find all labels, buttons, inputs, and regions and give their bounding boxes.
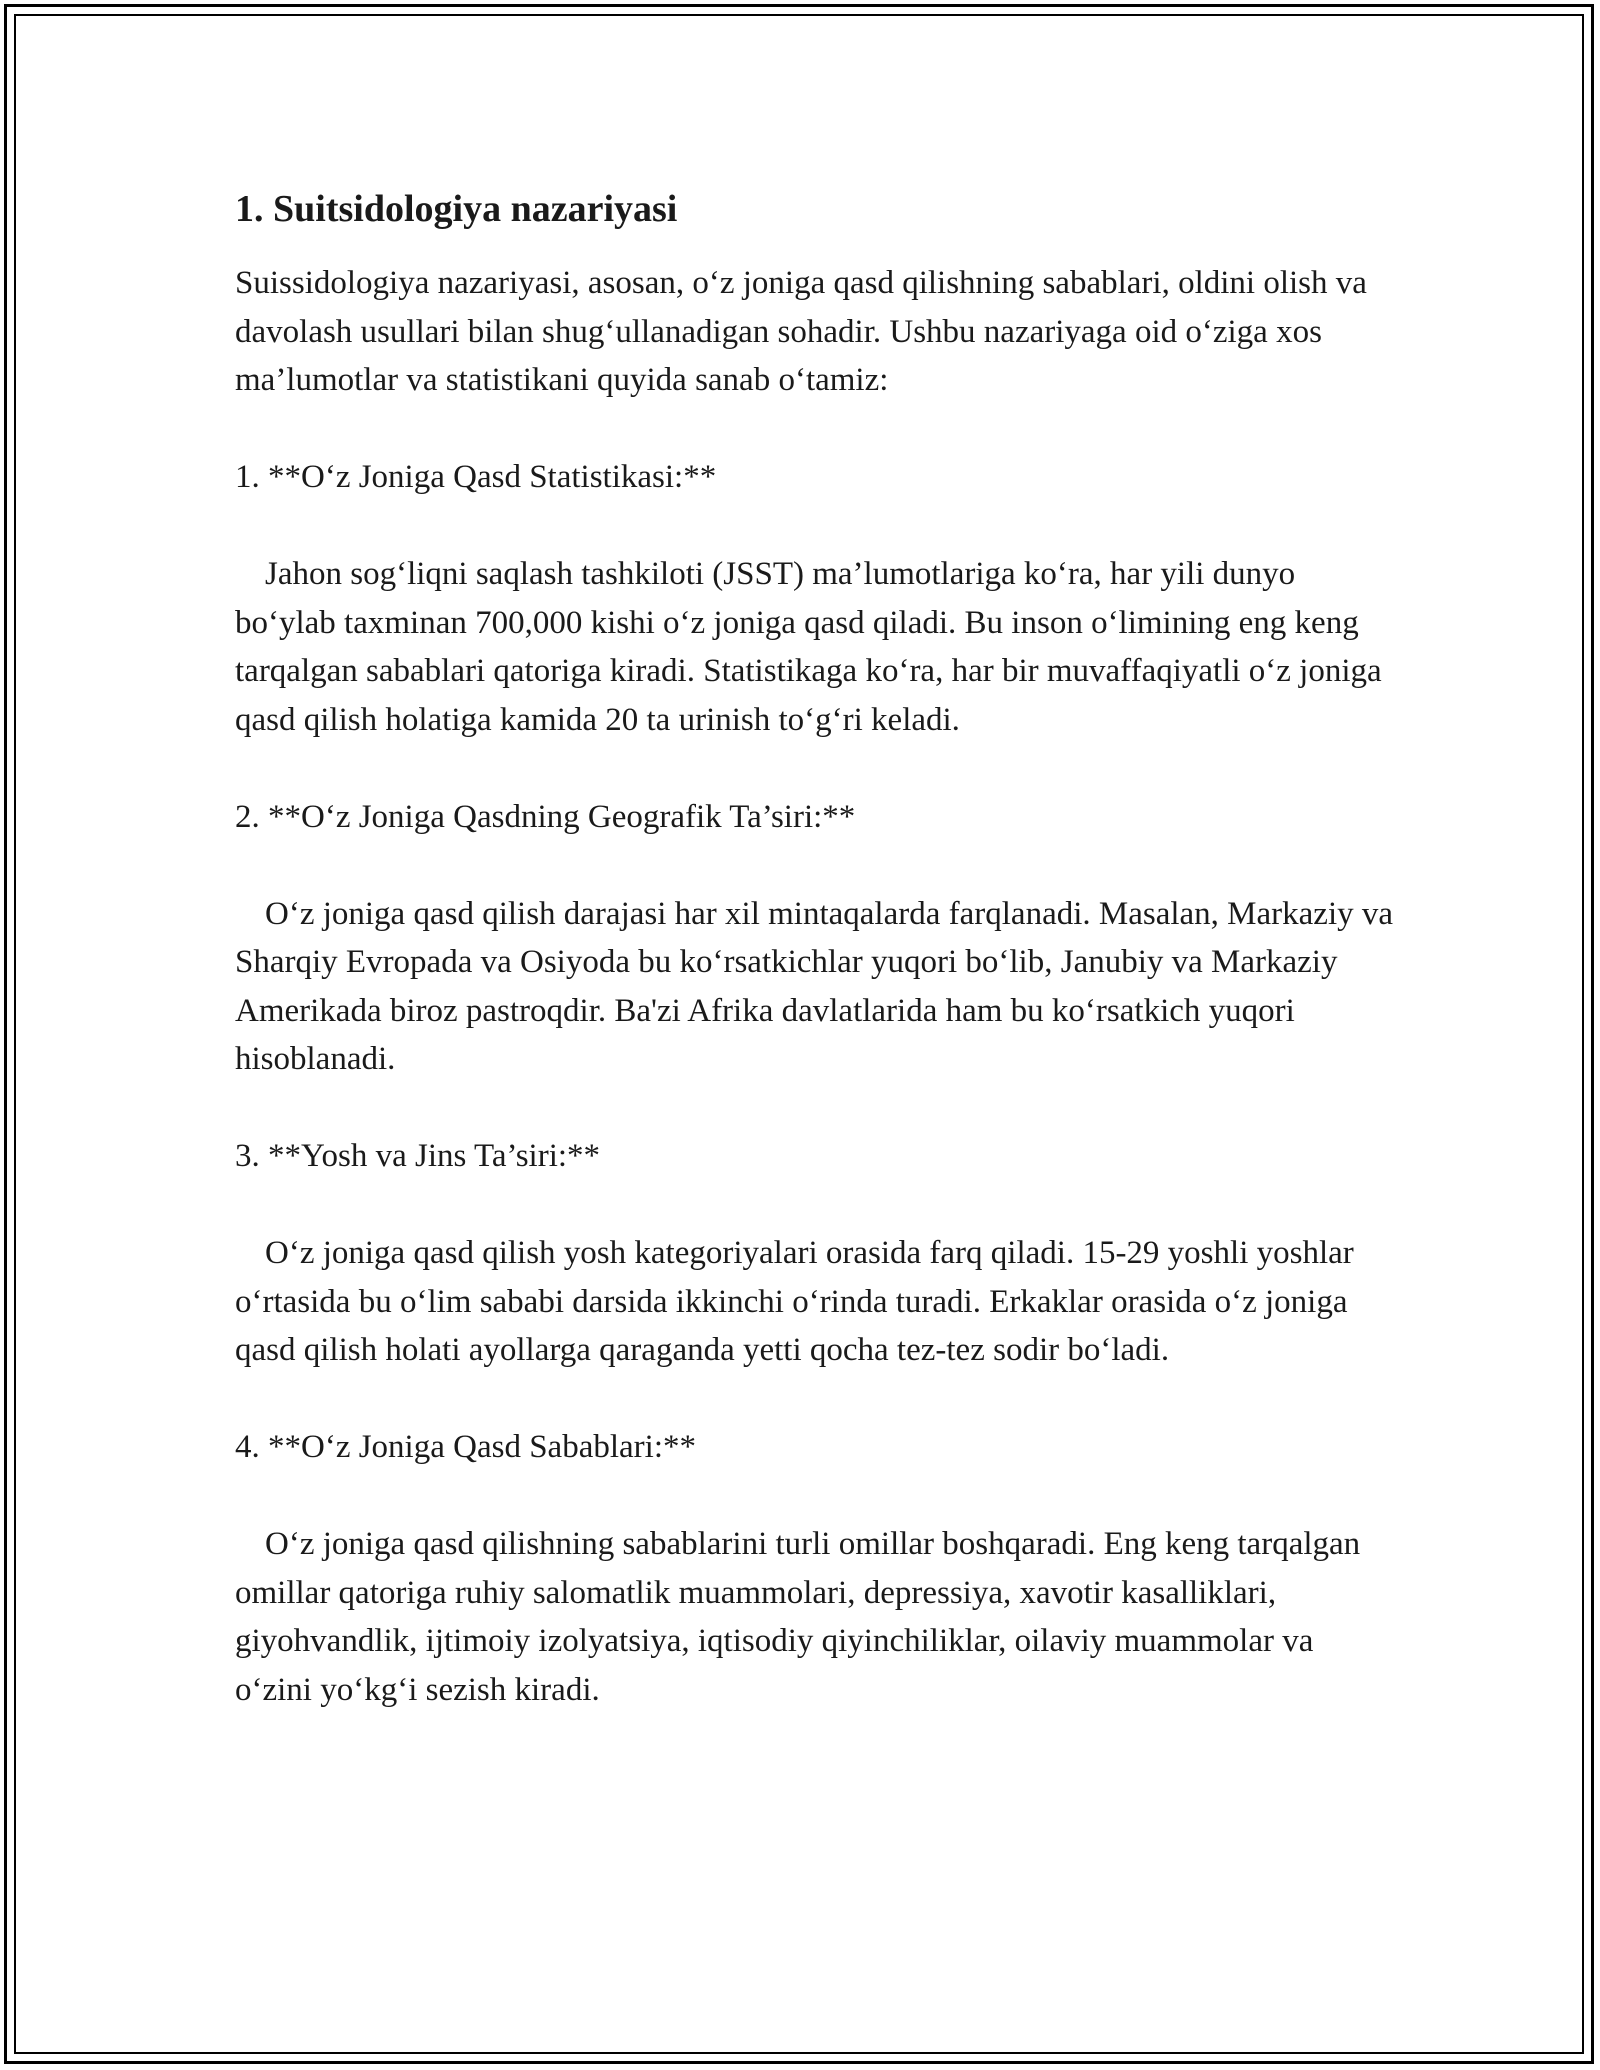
section-body-text: O‘z joniga qasd qilish yosh kategoriyalari orasida farq qiladi. 15-29 yoshli yoshlar o‘rtasida bu o‘lim sababi darsida ikkinchi o‘rinda turadi. Erkaklar orasida o‘z joniga qasd qilish holati ayollarga qaraganda yetti qocha tez-tez sodir bo‘ladi.: [235, 1235, 1354, 1368]
document-heading: 1. Suitsidologiya nazariyasi: [235, 188, 678, 230]
section-title: 1. **O‘z Joniga Qasd Statistikasi:**: [235, 459, 717, 495]
section-title: 2. **O‘z Joniga Qasdning Geografik Ta’siri:**: [235, 798, 856, 835]
section-title: 3. **Yosh va Jins Ta’siri:**: [235, 1138, 601, 1174]
section-body: [235, 550, 1395, 744]
section-body-text: O‘z joniga qasd qilish darajasi har xil mintaqalarda farqlanadi. Masalan, Markaziy va Sharqiy Evropada va Osiyoda bu ko‘rsatkichlar yuqori bo‘lib, Janubiy va Markaziy Amerikada biroz pastroqdir. Ba'zi Afrika davlatlarida ham bu ko‘rsatkich yuqori hisoblanadi.: [235, 895, 1394, 1077]
section-title: 4. **O‘z Joniga Qasd Sabablari:**: [235, 1429, 696, 1465]
section-body: [235, 1229, 1395, 1375]
intro-paragraph: Suissidologiya nazariyasi, asosan, o‘z joniga qasd qilishning sabablari, oldini olish va davolash usullari bilan shug‘ullanadigan sohadir. Ushbu nazariyaga oid o‘ziga xos ma’lumotlar va statistikani quyida sanab o‘tamiz:: [235, 265, 1367, 398]
section-body: [235, 890, 1395, 1084]
document-content: [235, 185, 1395, 1763]
section-body-text: O‘z joniga qasd qilishning sabablarini turli omillar boshqaradi. Eng keng tarqalgan omillar qatoriga ruhiy salomatlik muammolari, depressiya, xavotir kasalliklari, giyohvandlik, ijtimoiy izolyatsiya, iqtisodiy qiyinchiliklar, oilaviy muammolar va o‘zini yo‘kg‘i sezish kiradi.: [235, 1526, 1361, 1708]
section-body: [235, 1520, 1395, 1714]
section-body-text: Jahon sog‘liqni saqlash tashkiloti (JSST) ma’lumotlariga ko‘ra, har yili dunyo bo‘ylab taxminan 700,000 kishi o‘z joniga qasd qiladi. Bu inson o‘limining eng keng tarqalgan sabablari qatoriga kiradi. Statistikaga ko‘ra, har bir muvaffaqiyatli o‘z joniga qasd qilish holatiga kamida 20 ta urinish to‘g‘ri keladi.: [235, 556, 1382, 738]
